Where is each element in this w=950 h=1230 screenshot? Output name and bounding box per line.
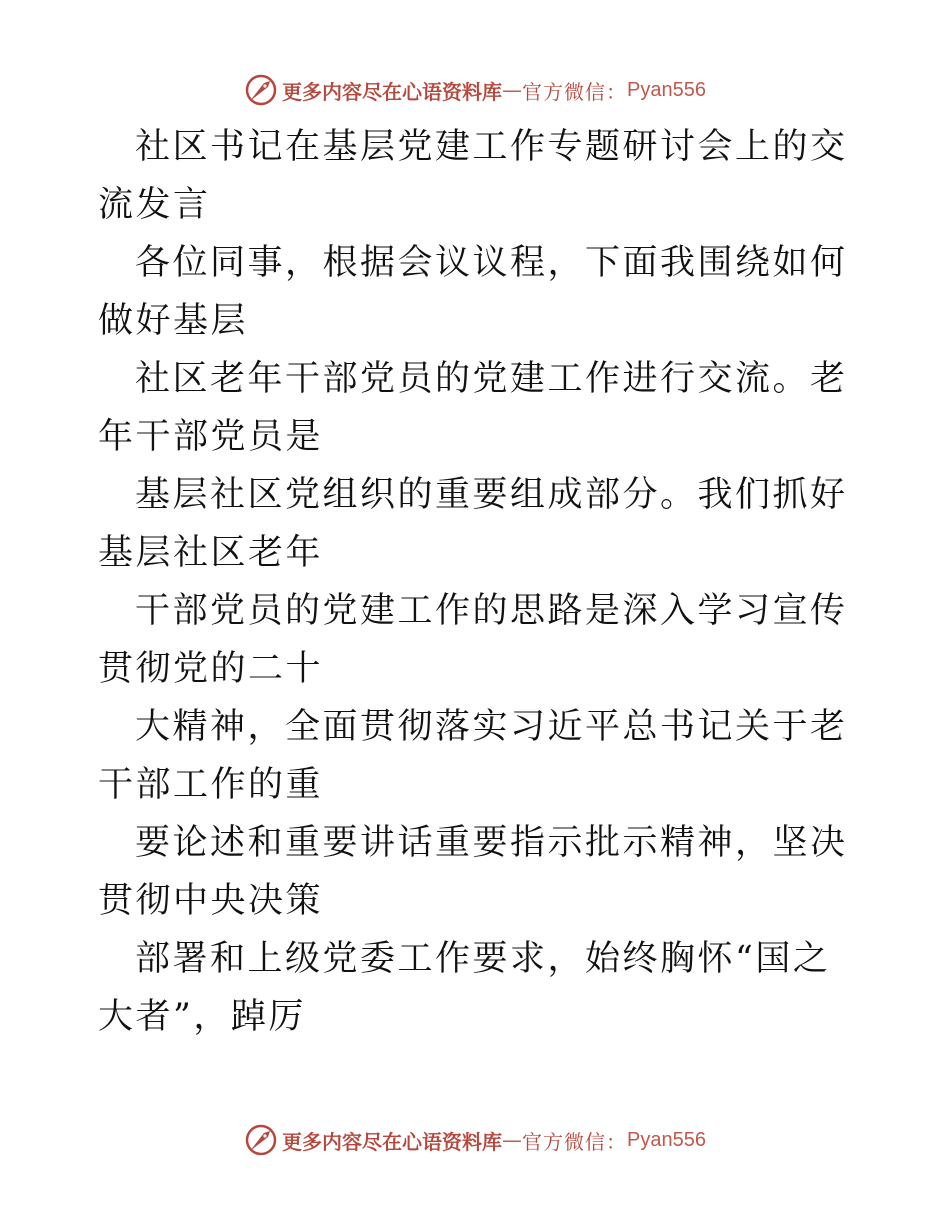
header-brand-text: 更多内容尽在心语资料库 [282, 79, 503, 104]
paragraph-line: 大精神，全面贯彻落实习近平总书记关于老干部工作的重 [98, 707, 848, 805]
paragraph-line: 社区老年干部党员的党建工作进行交流。老年干部党员是 [98, 359, 848, 457]
paragraph-line: 各位同事，根据会议议程，下面我围绕如何做好基层 [98, 243, 848, 341]
footer-wechat-id: Pyan556 [627, 1128, 706, 1151]
footer-brand-text: 更多内容尽在心语资料库 [282, 1129, 503, 1154]
paragraph-line: 要论述和重要讲话重要指示批示精神，坚决贯彻中央决策 [98, 823, 848, 921]
header-watermark [0, 72, 950, 108]
paragraph-line: 基层社区党组织的重要组成部分。我们抓好基层社区老年 [98, 475, 848, 573]
paragraph-line: 社区书记在基层党建工作专题研讨会上的交流发言 [98, 127, 848, 225]
footer-watermark [0, 1122, 950, 1158]
pen-logo-icon [244, 1123, 278, 1157]
document-body [98, 118, 858, 1046]
paragraph-line: 部署和上级党委工作要求，始终胸怀“国之大者”，踔厉 [98, 939, 831, 1037]
paragraph-line: 干部党员的党建工作的思路是深入学习宣传贯彻党的二十 [98, 591, 848, 689]
footer-separator: — [502, 1128, 523, 1152]
pen-logo-icon [244, 73, 278, 107]
header-separator: — [502, 78, 523, 102]
footer-contact-label: 官方微信： [522, 1129, 628, 1154]
header-wechat-id: Pyan556 [627, 78, 706, 101]
header-contact-label: 官方微信： [522, 79, 628, 104]
